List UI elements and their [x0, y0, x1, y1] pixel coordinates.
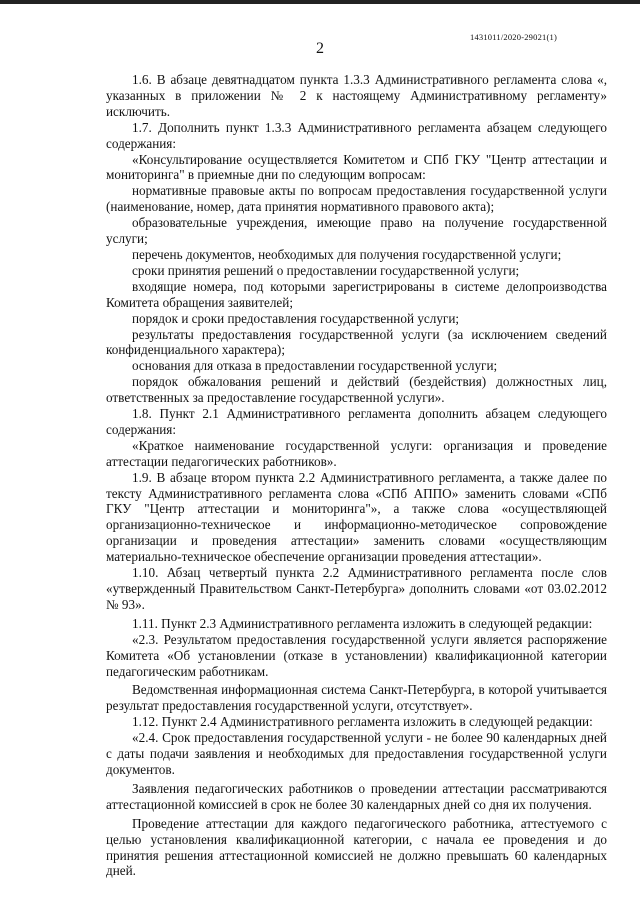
quote-2-3: «2.3. Результатом предоставления государственной услуги является распоряжение Комитета «Об установлении (отказе в установлении) квалификационной категории педагогическим работникам. — [106, 631, 607, 679]
list-item-normative-acts: нормативные правовые акты по вопросам предоставления государственной услуги (наименование, номер, дата принятия нормативного правового акта); — [106, 183, 607, 215]
paragraph-applications-review: Заявления педагогических работников о проведении аттестации рассматриваются аттестационной комиссией в срок не более 30 календарных дней со дня их получения. — [106, 780, 607, 812]
top-border-line — [0, 0, 640, 4]
paragraph-1-10: 1.10. Абзац четвертый пункта 2.2 Административного регламента после слов «утвержденный Правительством Санкт-Петербурга» дополнить словами «от 03.02.2012 № 93». — [106, 565, 607, 612]
list-item-decision-terms: сроки принятия решений о предоставлении государственной услуги; — [132, 262, 520, 278]
list-item-appeal: порядок обжалования решений и действий (бездействия) должностных лиц, ответственных за предоставление государственной услуги». — [106, 374, 607, 406]
paragraph-attestation-duration: Проведение аттестации для каждого педагогического работника, аттестуемого с целью установления квалификационной категории, с начала ее проведения и до принятия решения аттестационной комиссией не должно превышать 60 календарных дней. — [106, 815, 607, 879]
document-number: 1431011/2020-29021(1) — [470, 32, 557, 42]
paragraph-1-8: 1.8. Пункт 2.1 Административного регламента дополнить абзацем следующего содержания: — [106, 406, 607, 437]
quote-short-name: «Краткое наименование государственной услуги: организация и проведение аттестации педагогических работников». — [106, 437, 607, 469]
paragraph-information-system: Ведомственная информационная система Санкт-Петербурга, в которой учитывается результат предоставления государственной услуги, отсутствует». — [106, 682, 607, 714]
paragraph-1-12: 1.12. Пункт 2.4 Административного регламента изложить в следующей редакции: — [132, 714, 593, 730]
list-item-incoming-numbers: входящие номера, под которыми зарегистрированы в системе делопроизводства Комитета обращения заявителей; — [106, 278, 607, 310]
page-number: 2 — [316, 40, 324, 57]
list-item-procedure: порядок и сроки предоставления государственной услуги; — [132, 310, 460, 326]
document-body — [106, 72, 607, 879]
paragraph-1-7: 1.7. Дополнить пункт 1.3.3 Административного регламента абзацем следующего содержания: — [106, 119, 607, 151]
list-item-institutions: образовательные учреждения, имеющие право на получение государственной услуги; — [106, 215, 607, 247]
paragraph-1-6: 1.6. В абзаце девятнадцатом пункта 1.3.3 Административного регламента слова «, указанных в приложении № 2 к настоящему Административному регламенту» исключить. — [106, 72, 607, 119]
quote-2-4: «2.4. Срок предоставления государственной услуги - не более 90 календарных дней с даты подачи заявления и необходимых для предоставления государственной услуги документов. — [106, 730, 607, 777]
list-item-results: результаты предоставления государственной услуги (за исключением сведений конфиденциального характера); — [106, 326, 607, 358]
paragraph-1-9: 1.9. В абзаце втором пункта 2.2 Административного регламента, а также далее по тексту Административного регламента слова «СПб АППО» заменить словами «СПб ГКУ "Центр аттестации и мониторинга"», а также слова «осуществляющей организационно-техническое и информационно-методическое сопровождение организации и проведения аттестации» заменить словами «осуществляющим материально-техническое обеспечение организации проведения аттестации». — [106, 469, 607, 565]
paragraph-1-11: 1.11. Пункт 2.3 Административного регламента изложить в следующей редакции: — [132, 615, 593, 631]
list-item-documents: перечень документов, необходимых для получения государственной услуги; — [132, 246, 562, 262]
list-item-refusal-grounds: основания для отказа в предоставлении государственной услуги; — [132, 358, 498, 374]
quote-consulting-intro: «Консультирование осуществляется Комитетом и СПб ГКУ "Центр аттестации и мониторинга" в приемные дни по следующим вопросам: — [106, 151, 607, 183]
